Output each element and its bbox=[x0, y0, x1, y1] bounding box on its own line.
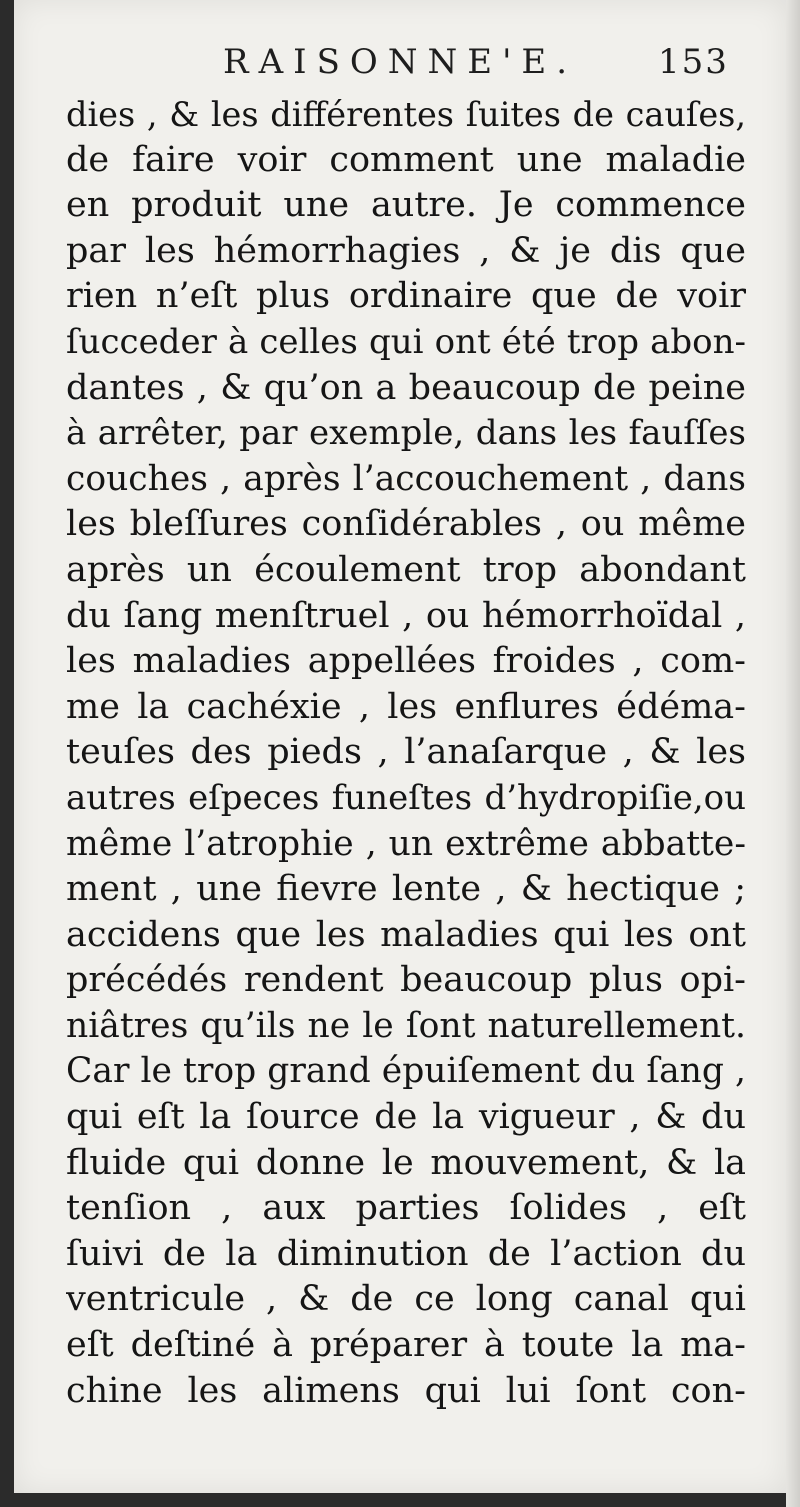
text-line: fluide qui donne le mouvement, & la bbox=[66, 1142, 746, 1183]
text-line: après un écoulement trop abondant bbox=[66, 549, 746, 590]
text-line: ventricule , & de ce long canal qui bbox=[66, 1279, 746, 1320]
text-line: par les hémorrhagies , & je dis que bbox=[66, 230, 746, 271]
text-line: rien n’eſt plus ordinaire que de voir bbox=[66, 276, 746, 317]
text-line: même l’atrophie , un extrême abbatte- bbox=[66, 823, 746, 864]
text-line: couches , après l’accouchement , dans bbox=[66, 458, 746, 499]
text-line: ſuivi de la diminution de l’action du bbox=[66, 1233, 746, 1274]
text-line: ment , une fievre lente , & hectique ; bbox=[66, 869, 746, 910]
text-line: teuſes des pieds , l’anaſarque , & les bbox=[66, 732, 746, 773]
text-line: les maladies appellées froides , com- bbox=[66, 641, 746, 682]
text-line: autres eſpeces funeſtes d’hydropiſie,ou bbox=[66, 777, 746, 818]
page-header bbox=[14, 38, 786, 98]
body-text bbox=[66, 92, 746, 1414]
page-edge bbox=[786, 0, 800, 1507]
text-line: chine les alimens qui lui ſont con- bbox=[66, 1370, 746, 1411]
text-line: de faire voir comment une maladie bbox=[66, 139, 746, 180]
text-line: eſt deſtiné à préparer à toute la ma- bbox=[66, 1325, 746, 1366]
text-line: tenſion , aux parties ſolides , eſt bbox=[66, 1188, 746, 1229]
running-title: RAISONNE'E. bbox=[223, 42, 578, 82]
text-line: qui eſt la ſource de la vigueur , & du bbox=[66, 1097, 746, 1138]
text-line: Car le trop grand épuiſement du ſang , bbox=[66, 1051, 746, 1092]
text-line: dantes , & qu’on a beaucoup de peine bbox=[66, 367, 746, 408]
text-line: dies , & les différentes ſuites de cauſes, bbox=[66, 95, 746, 134]
text-line: précédés rendent beaucoup plus opi- bbox=[66, 960, 746, 1001]
text-line: me la cachéxie , les enflures édéma- bbox=[66, 686, 746, 727]
text-line: niâtres qu’ils ne le ſont naturellement. bbox=[66, 1005, 746, 1046]
text-line: en produit une autre. Je commence bbox=[66, 185, 746, 226]
text-line: du ſang menſtruel , ou hémorrhoïdal , bbox=[66, 595, 746, 636]
text-line: ſucceder à celles qui ont été trop abon- bbox=[66, 321, 746, 362]
book-page bbox=[14, 0, 786, 1493]
text-line: à arrêter, par exemple, dans les fauſſes bbox=[66, 413, 746, 454]
text-line: accidens que les maladies qui les ont bbox=[66, 914, 746, 955]
page-number: 153 bbox=[658, 42, 729, 82]
text-line: les bleſſures conſidérables , ou même bbox=[66, 504, 746, 545]
